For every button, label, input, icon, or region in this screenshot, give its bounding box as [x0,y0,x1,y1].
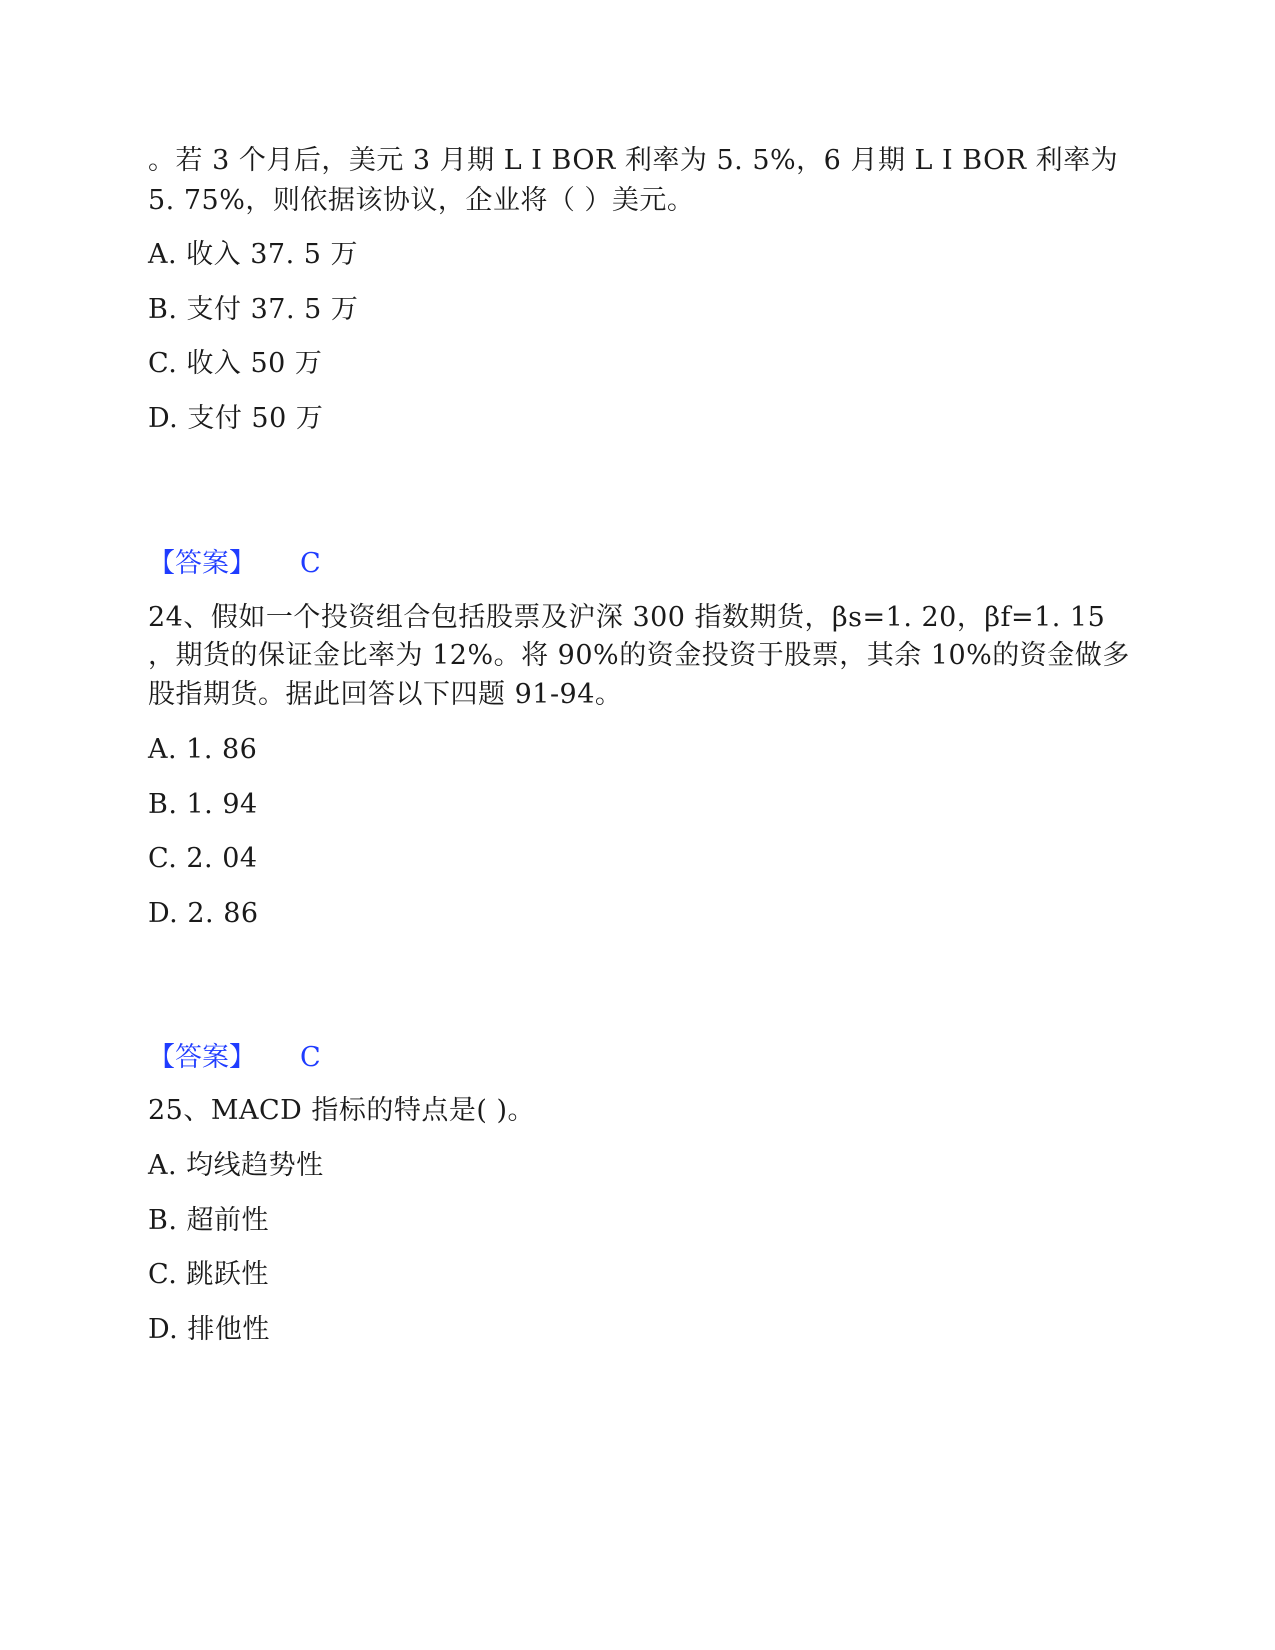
q24-option-b: B. 1. 94 [148,789,258,820]
q23-answer [148,545,321,583]
q23-answer-value: C [300,548,321,579]
q24-answer-label: 【答案】 [148,1042,256,1073]
q23-answer-label: 【答案】 [148,548,256,579]
q24-option-c: C. 2. 04 [148,843,258,874]
q24-stem-line3: 股指期货。据此回答以下四题 91-94。 [148,679,623,710]
q25-option-b: B. 超前性 [148,1205,270,1236]
q23-stem-line1: 。若 3 个月后，美元 3 月期 L I BOR 利率为 5. 5%，6 月期 L I BOR 利率为 [148,145,1119,176]
q25-option-d: D. 排他性 [148,1314,270,1345]
q24-stem-line1: 24、假如一个投资组合包括股票及沪深 300 指数期货，βs=1. 20，βf=1. 15 [148,602,1106,633]
q24-option-d: D. 2. 86 [148,898,259,929]
q24-answer-value: C [300,1042,321,1073]
q25-stem-line1: 25、MACD 指标的特点是( )。 [148,1095,536,1126]
q23-option-c: C. 收入 50 万 [148,348,323,379]
q25-option-c: C. 跳跃性 [148,1259,269,1290]
q23-option-d: D. 支付 50 万 [148,403,324,434]
q24-stem-line2: ，期货的保证金比率为 12%。将 90%的资金投资于股票，其余 10%的资金做多 [148,640,1130,671]
q23-option-a: A. 收入 37. 5 万 [148,239,359,270]
q25-option-a: A. 均线趋势性 [148,1150,324,1181]
q24-answer [148,1039,321,1077]
q23-stem-line2: 5. 75%，则依据该协议，企业将（ ）美元。 [148,185,695,216]
q24-option-a: A. 1. 86 [148,734,258,765]
q23-option-b: B. 支付 37. 5 万 [148,294,359,325]
